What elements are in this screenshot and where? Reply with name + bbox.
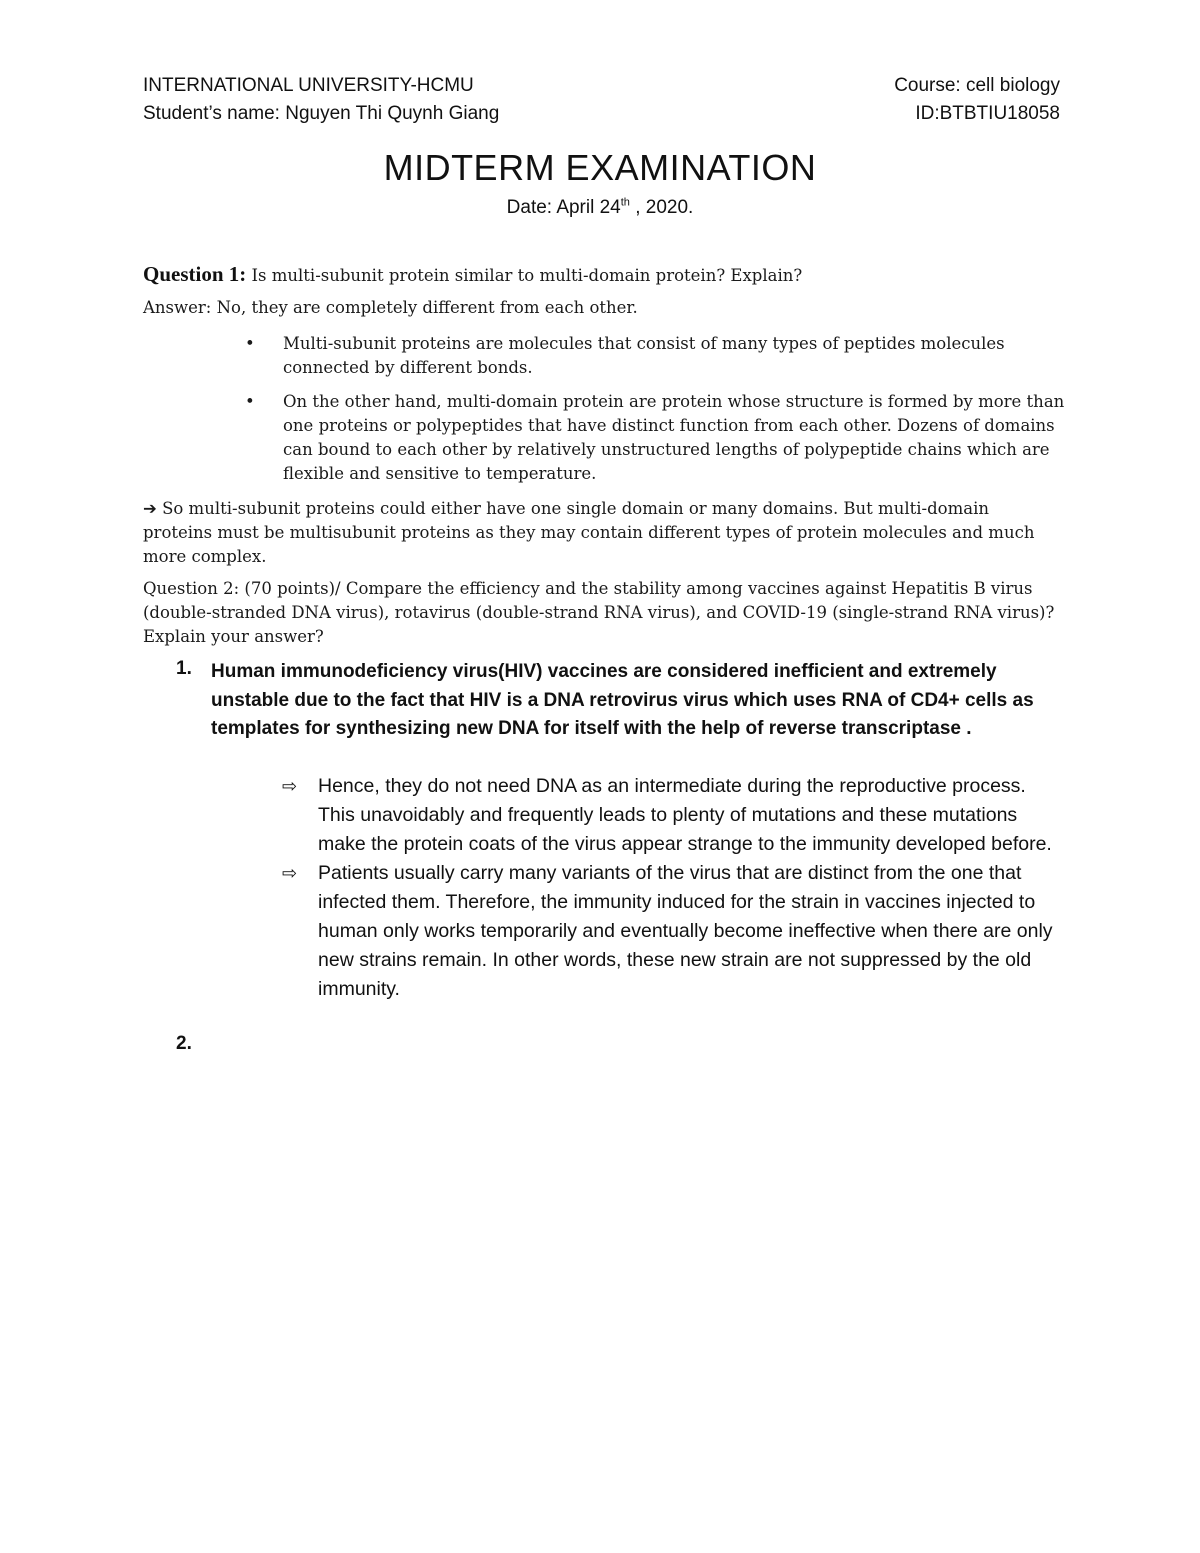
question-1 — [143, 262, 1093, 287]
question-1-answer: Answer: No, they are completely different from each other. — [143, 298, 638, 317]
item-text: Human immunodeficiency virus(HIV) vaccines are considered inefficient and extremely unstable due to the fact that HIV is a DNA retrovirus virus which uses RNA of CD4+ cells as templates for synthesizing new DNA for itself with the help of reverse transcriptase . — [211, 661, 1034, 739]
numbered-item-2: 2. — [176, 1033, 192, 1054]
arrow-right-icon: ➔ — [143, 499, 157, 518]
page-title: MIDTERM EXAMINATION — [383, 147, 817, 188]
university-name: INTERNATIONAL UNIVERSITY-HCMU — [143, 75, 474, 96]
sub-point-text: Patients usually carry many variants of the virus that are distinct from the one that infected them. Therefore, the immunity induced for the strain in vaccines injected to human only works temporarily and eventually become ineffective when there are only new strains remain. In other words, these new strain are not suppressed by the old immunity. — [318, 862, 1053, 1000]
bullet-icon: • — [245, 392, 255, 411]
question-1-label: Question 1: — [143, 262, 247, 286]
student-name: Student’s name: Nguyen Thi Quynh Giang — [143, 103, 500, 124]
course-name: Course: cell biology — [894, 75, 1060, 96]
question-2-text: Question 2: (70 points)/ Compare the efficiency and the stability among vaccines against Hepatitis B virus (double-stranded DNA virus), rotavirus (double-strand RNA virus), and COVID-19 (single-strand RNA virus)? Explain your answer? — [143, 579, 1055, 646]
bullet-text: Multi-subunit proteins are molecules that consist of many types of peptides molecules connected by different bonds. — [283, 334, 1005, 377]
question-1-text: Is multi-subunit protein similar to multi-domain protein? Explain? — [246, 266, 803, 285]
sub-points — [282, 772, 1062, 1004]
bullet-text: On the other hand, multi-domain protein are protein whose structure is formed by more than one proteins or polypeptides that have distinct function from each other. Dozens of domains can bound to each other by relatively unstructured lengths of polypeptide chains which are flexible and sensitive to temperature. — [283, 392, 1065, 483]
hollow-arrow-icon: ⇨ — [282, 776, 298, 796]
student-id: ID:BTBTIU18058 — [915, 103, 1060, 124]
exam-date — [0, 197, 1200, 219]
list-item — [282, 772, 1062, 859]
numbered-item-1 — [176, 658, 1066, 744]
date-suffix: , 2020. — [629, 197, 694, 218]
list-item — [282, 859, 1062, 1004]
item-number: 1. — [176, 658, 192, 679]
question-1-bullets — [245, 332, 1065, 496]
date-prefix: Date: April 24 — [506, 197, 621, 218]
sub-point-text: Hence, they do not need DNA as an intermediate during the reproductive process. This unavoidably and frequently leads to plenty of mutations and these mutations make the protein coats of the virus appear strange to the immunity developed before. — [318, 775, 1052, 855]
list-item — [245, 332, 1065, 380]
hollow-arrow-icon: ⇨ — [282, 863, 298, 883]
bullet-icon: • — [245, 334, 255, 353]
conclusion-text: So multi-subunit proteins could either have one single domain or many domains. But multi-domain proteins must be multisubunit proteins as they may contain different types of protein molecules and much more complex. — [143, 499, 1035, 566]
question-1-conclusion — [143, 497, 1063, 569]
list-item — [245, 390, 1065, 486]
date-superscript: th — [620, 196, 630, 209]
